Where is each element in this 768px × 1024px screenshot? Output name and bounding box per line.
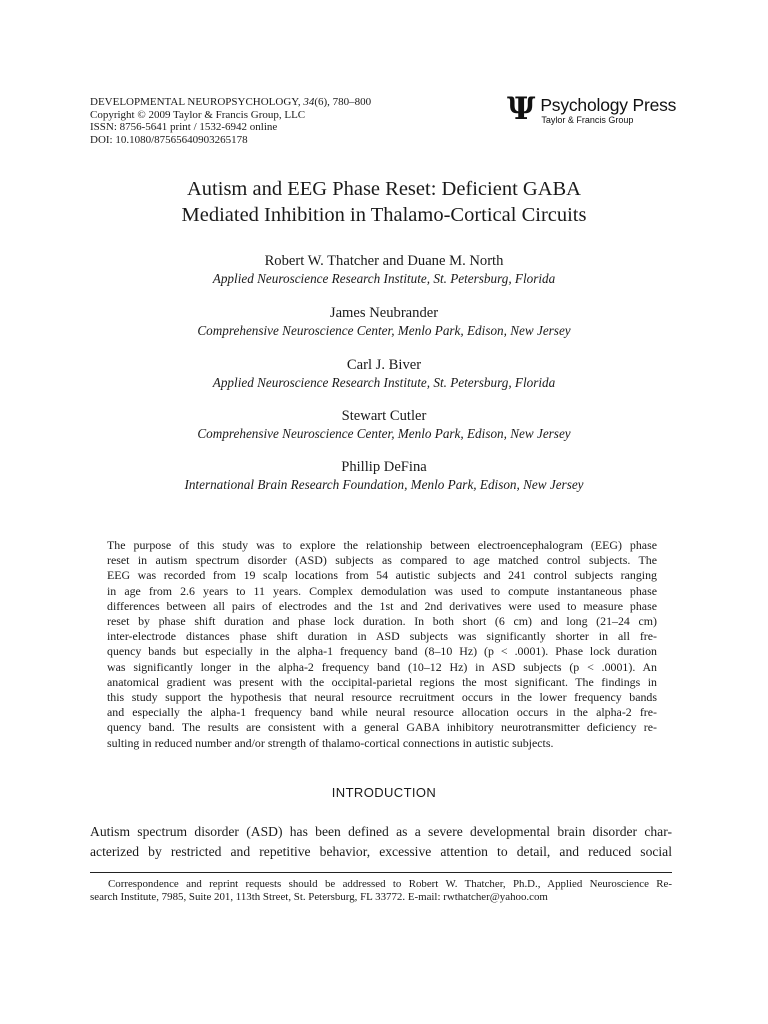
abstract-line: in age from 2.6 years to 11 years. Complex demodulation was used to compute instantaneous phase — [107, 583, 657, 598]
author-name: Stewart Cutler — [341, 408, 427, 424]
publisher-names — [540, 95, 676, 125]
abstract-line: The purpose of this study was to explore the relationship between electroencephalogram (EEG) phase — [107, 538, 657, 552]
journal-issue-pages: (6), 780–800 — [314, 96, 372, 108]
footnote-line: Correspondence and reprint requests should be addressed to Robert W. Thatcher, Ph.D., Applied Neuroscience Re- — [108, 878, 672, 890]
copyright-line: Copyright © 2009 Taylor & Francis Group, LLC — [90, 108, 306, 121]
abstract-line: quency bands but especially in the alpha-1 frequency band (8–10 Hz) (p < .0001). Phase lock duration — [107, 644, 657, 659]
abstract-line: was significantly longer in the alpha-2 frequency band (10–12 Hz) in ASD subjects (p < .0001). An — [107, 659, 657, 674]
body-line: Autism spectrum disorder (ASD) has been defined as a severe developmental brain disorder char- — [90, 824, 672, 839]
abstract-line: sulting in reduced number and/or strength of thalamo-cortical connections in autistic subjects. — [107, 735, 554, 750]
abstract-line: reset by phase shift duration and phase lock duration. In both short (6 cm) and long (21–24 cm) — [107, 614, 657, 629]
abstract-line: anatomical gradient was present with the occipital-parietal regions the most significant. The findings in — [107, 674, 657, 689]
publisher-group: Taylor & Francis Group — [541, 115, 634, 125]
journal-citation — [90, 96, 420, 146]
author-entry-3 — [0, 356, 768, 391]
author-entry-1 — [0, 252, 768, 287]
author-entry-5 — [0, 458, 768, 493]
author-entry-2 — [0, 304, 768, 339]
correspondence-footnote — [90, 878, 672, 905]
author-name: Robert W. Thatcher and Duane M. North — [264, 253, 504, 269]
abstract-line: inter-electrode distances phase shift duration in ASD subjects was significantly shorter in all fre- — [107, 629, 657, 644]
journal-line — [90, 96, 420, 109]
publisher-name: Psychology Press — [540, 95, 677, 115]
abstract-line: quency band. The results are consistent with a general GABA inhibitory neurotransmitter deficiency re- — [107, 720, 657, 735]
footnote-divider — [90, 872, 672, 873]
section-heading-introduction: INTRODUCTION — [331, 785, 437, 800]
abstract-line: EEG was recorded from 19 scalp locations from 54 autistic subjects and 241 control subjects ranging — [107, 568, 657, 583]
title-line-2: Mediated Inhibition in Thalamo-Cortical Circuits — [181, 204, 587, 226]
abstract-line: differences between all pairs of electrodes and the 1st and 2nd derivatives were used to measure phase — [107, 598, 657, 613]
author-name: Phillip DeFina — [341, 459, 427, 475]
author-entry-4 — [0, 407, 768, 442]
journal-volume: 34 — [303, 96, 315, 108]
author-affiliation: International Brain Research Foundation, Menlo Park, Edison, New Jersey — [184, 477, 584, 492]
article-title — [0, 176, 768, 228]
abstract-line: reset in autism spectrum disorder (ASD) subjects as compared to age matched control subjects. The — [107, 553, 657, 568]
footnote-line: search Institute, 7985, Suite 201, 113th Street, St. Petersburg, FL 33772. E-mail: rwthatcher@yahoo.com — [90, 891, 548, 904]
title-line-1: Autism and EEG Phase Reset: Deficient GABA — [187, 178, 581, 200]
body-paragraph — [90, 822, 672, 861]
body-line: acterized by restricted and repetitive behavior, excessive attention to detail, and reduced social — [90, 843, 672, 859]
author-name: Carl J. Biver — [346, 357, 422, 373]
abstract — [107, 538, 657, 751]
abstract-line: and especially the alpha-1 frequency band while neural resource allocation occurs in the alpha-2 fre- — [107, 705, 657, 720]
author-affiliation: Comprehensive Neuroscience Center, Menlo Park, Edison, New Jersey — [197, 426, 571, 441]
doi-line: DOI: 10.1080/87565640903265178 — [90, 133, 248, 146]
journal-name: DEVELOPMENTAL NEUROPSYCHOLOGY, — [90, 96, 301, 108]
author-affiliation: Comprehensive Neuroscience Center, Menlo Park, Edison, New Jersey — [197, 323, 571, 338]
issn-line: ISSN: 8756-5641 print / 1532-6942 online — [90, 121, 278, 134]
author-name: James Neubrander — [329, 305, 439, 321]
author-affiliation: Applied Neuroscience Research Institute, St. Petersburg, Florida — [212, 375, 556, 390]
psi-logo-icon: Ψ — [507, 91, 536, 127]
abstract-line: this study support the hypothesis that neural resource recruitment occurs in the lower frequency bands — [107, 690, 657, 705]
publisher-logo — [507, 91, 677, 127]
author-affiliation: Applied Neuroscience Research Institute, St. Petersburg, Florida — [212, 271, 556, 286]
